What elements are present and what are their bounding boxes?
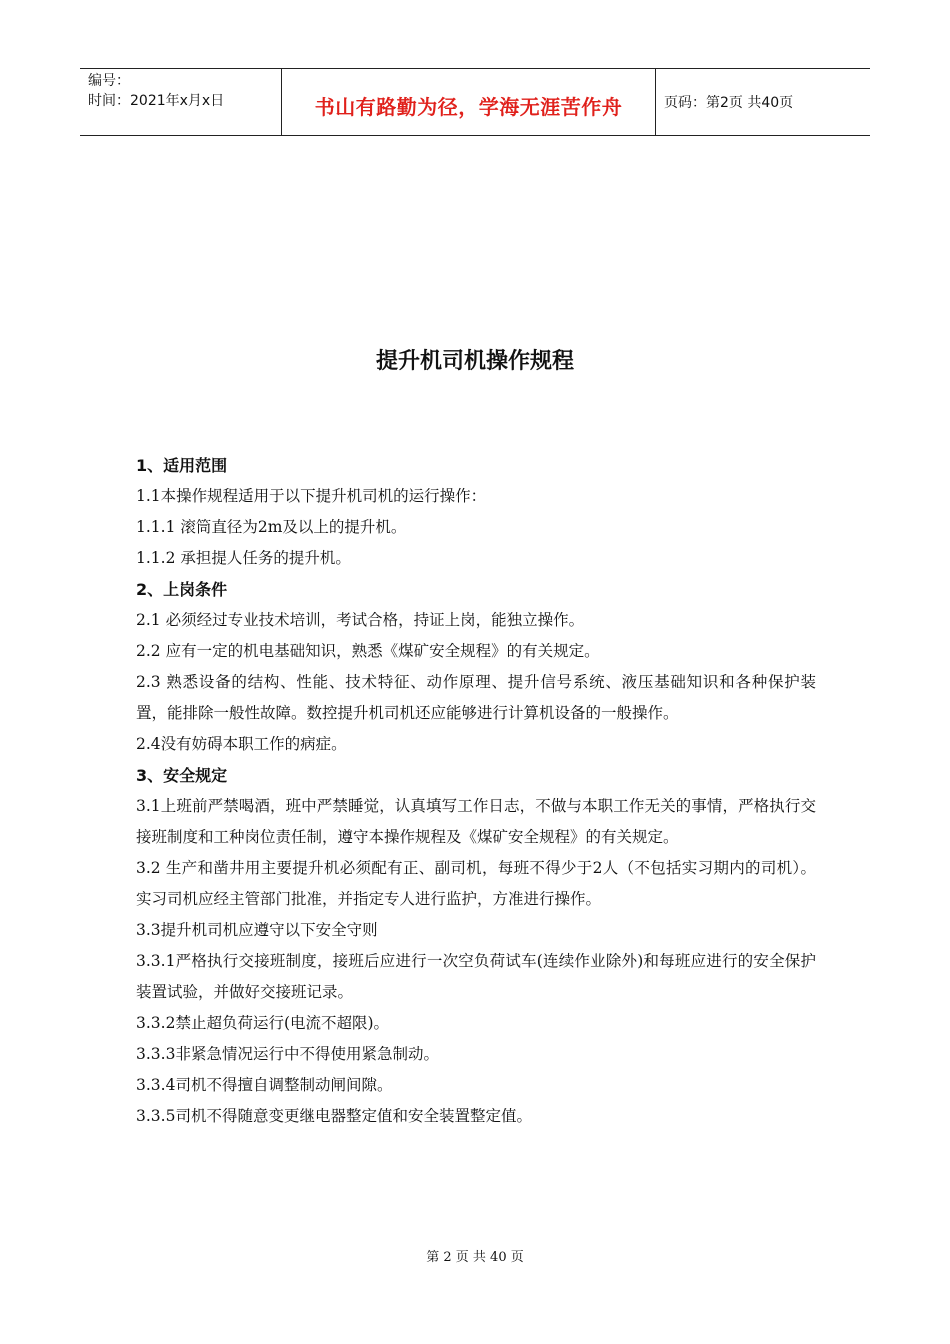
paragraph: 2.3 熟悉设备的结构、性能、技术特征、动作原理、提升信号系统、液压基础知识和各种保护装置，能排除一般性故障。数控提升机司机还应能够进行计算机设备的一般操作。 [136,673,816,722]
page-header [80,68,870,136]
paragraph: 3.3.4司机不得擅自调整制动闸间隙。 [136,1076,393,1094]
header-motto-cell [282,69,656,135]
document-number-label: 编号： [88,73,130,89]
paragraph: 3.3.1严格执行交接班制度，接班后应进行一次空负荷试车(连续作业除外)和每班应进行的安全保护装置试验，并做好交接班记录。 [136,952,816,1001]
document-body [136,450,816,1132]
section-heading: 1、适用范围 [136,456,228,475]
paragraph: 3.3.3非紧急情况运行中不得使用紧急制动。 [136,1045,439,1063]
paragraph: 2.4没有妨碍本职工作的病症。 [136,735,347,753]
header-motto: 书山有路勤为径，学海无涯苦作舟 [314,94,623,119]
page-footer: 第 2 页 共 40 页 [426,1250,524,1265]
header-meta [80,69,282,135]
document-title: 提升机司机操作规程 [375,349,574,374]
paragraph: 2.1 必须经过专业技术培训，考试合格，持证上岗，能独立操作。 [136,611,585,629]
header-page-cell [656,69,870,135]
paragraph: 1.1.1 滚筒直径为2m及以上的提升机。 [136,518,407,536]
paragraph: 1.1.2 承担提人任务的提升机。 [136,549,351,567]
paragraph: 3.3提升机司机应遵守以下安全守则 [136,921,378,939]
paragraph: 1.1本操作规程适用于以下提升机司机的运行操作： [136,487,487,505]
section-heading: 2、上岗条件 [136,580,228,599]
paragraph: 3.3.2禁止超负荷运行(电流不超限)。 [136,1014,390,1032]
section-heading: 3、安全规定 [136,766,228,785]
paragraph: 3.2 生产和凿井用主要提升机必须配有正、副司机，每班不得少于2人（不包括实习期内的司机）。实习司机应经主管部门批准，并指定专人进行监护，方准进行操作。 [136,859,816,908]
document-date: 时间：2021年x月x日 [88,93,225,109]
paragraph: 2.2 应有一定的机电基础知识，熟悉《煤矿安全规程》的有关规定。 [136,642,600,660]
paragraph: 3.3.5司机不得随意变更继电器整定值和安全装置整定值。 [136,1107,532,1125]
header-page-info: 页码：第2页 共40页 [664,95,794,111]
paragraph: 3.1上班前严禁喝酒，班中严禁睡觉，认真填写工作日志，不做与本职工作无关的事情，严格执行交接班制度和工种岗位责任制，遵守本操作规程及《煤矿安全规程》的有关规定。 [136,797,816,846]
